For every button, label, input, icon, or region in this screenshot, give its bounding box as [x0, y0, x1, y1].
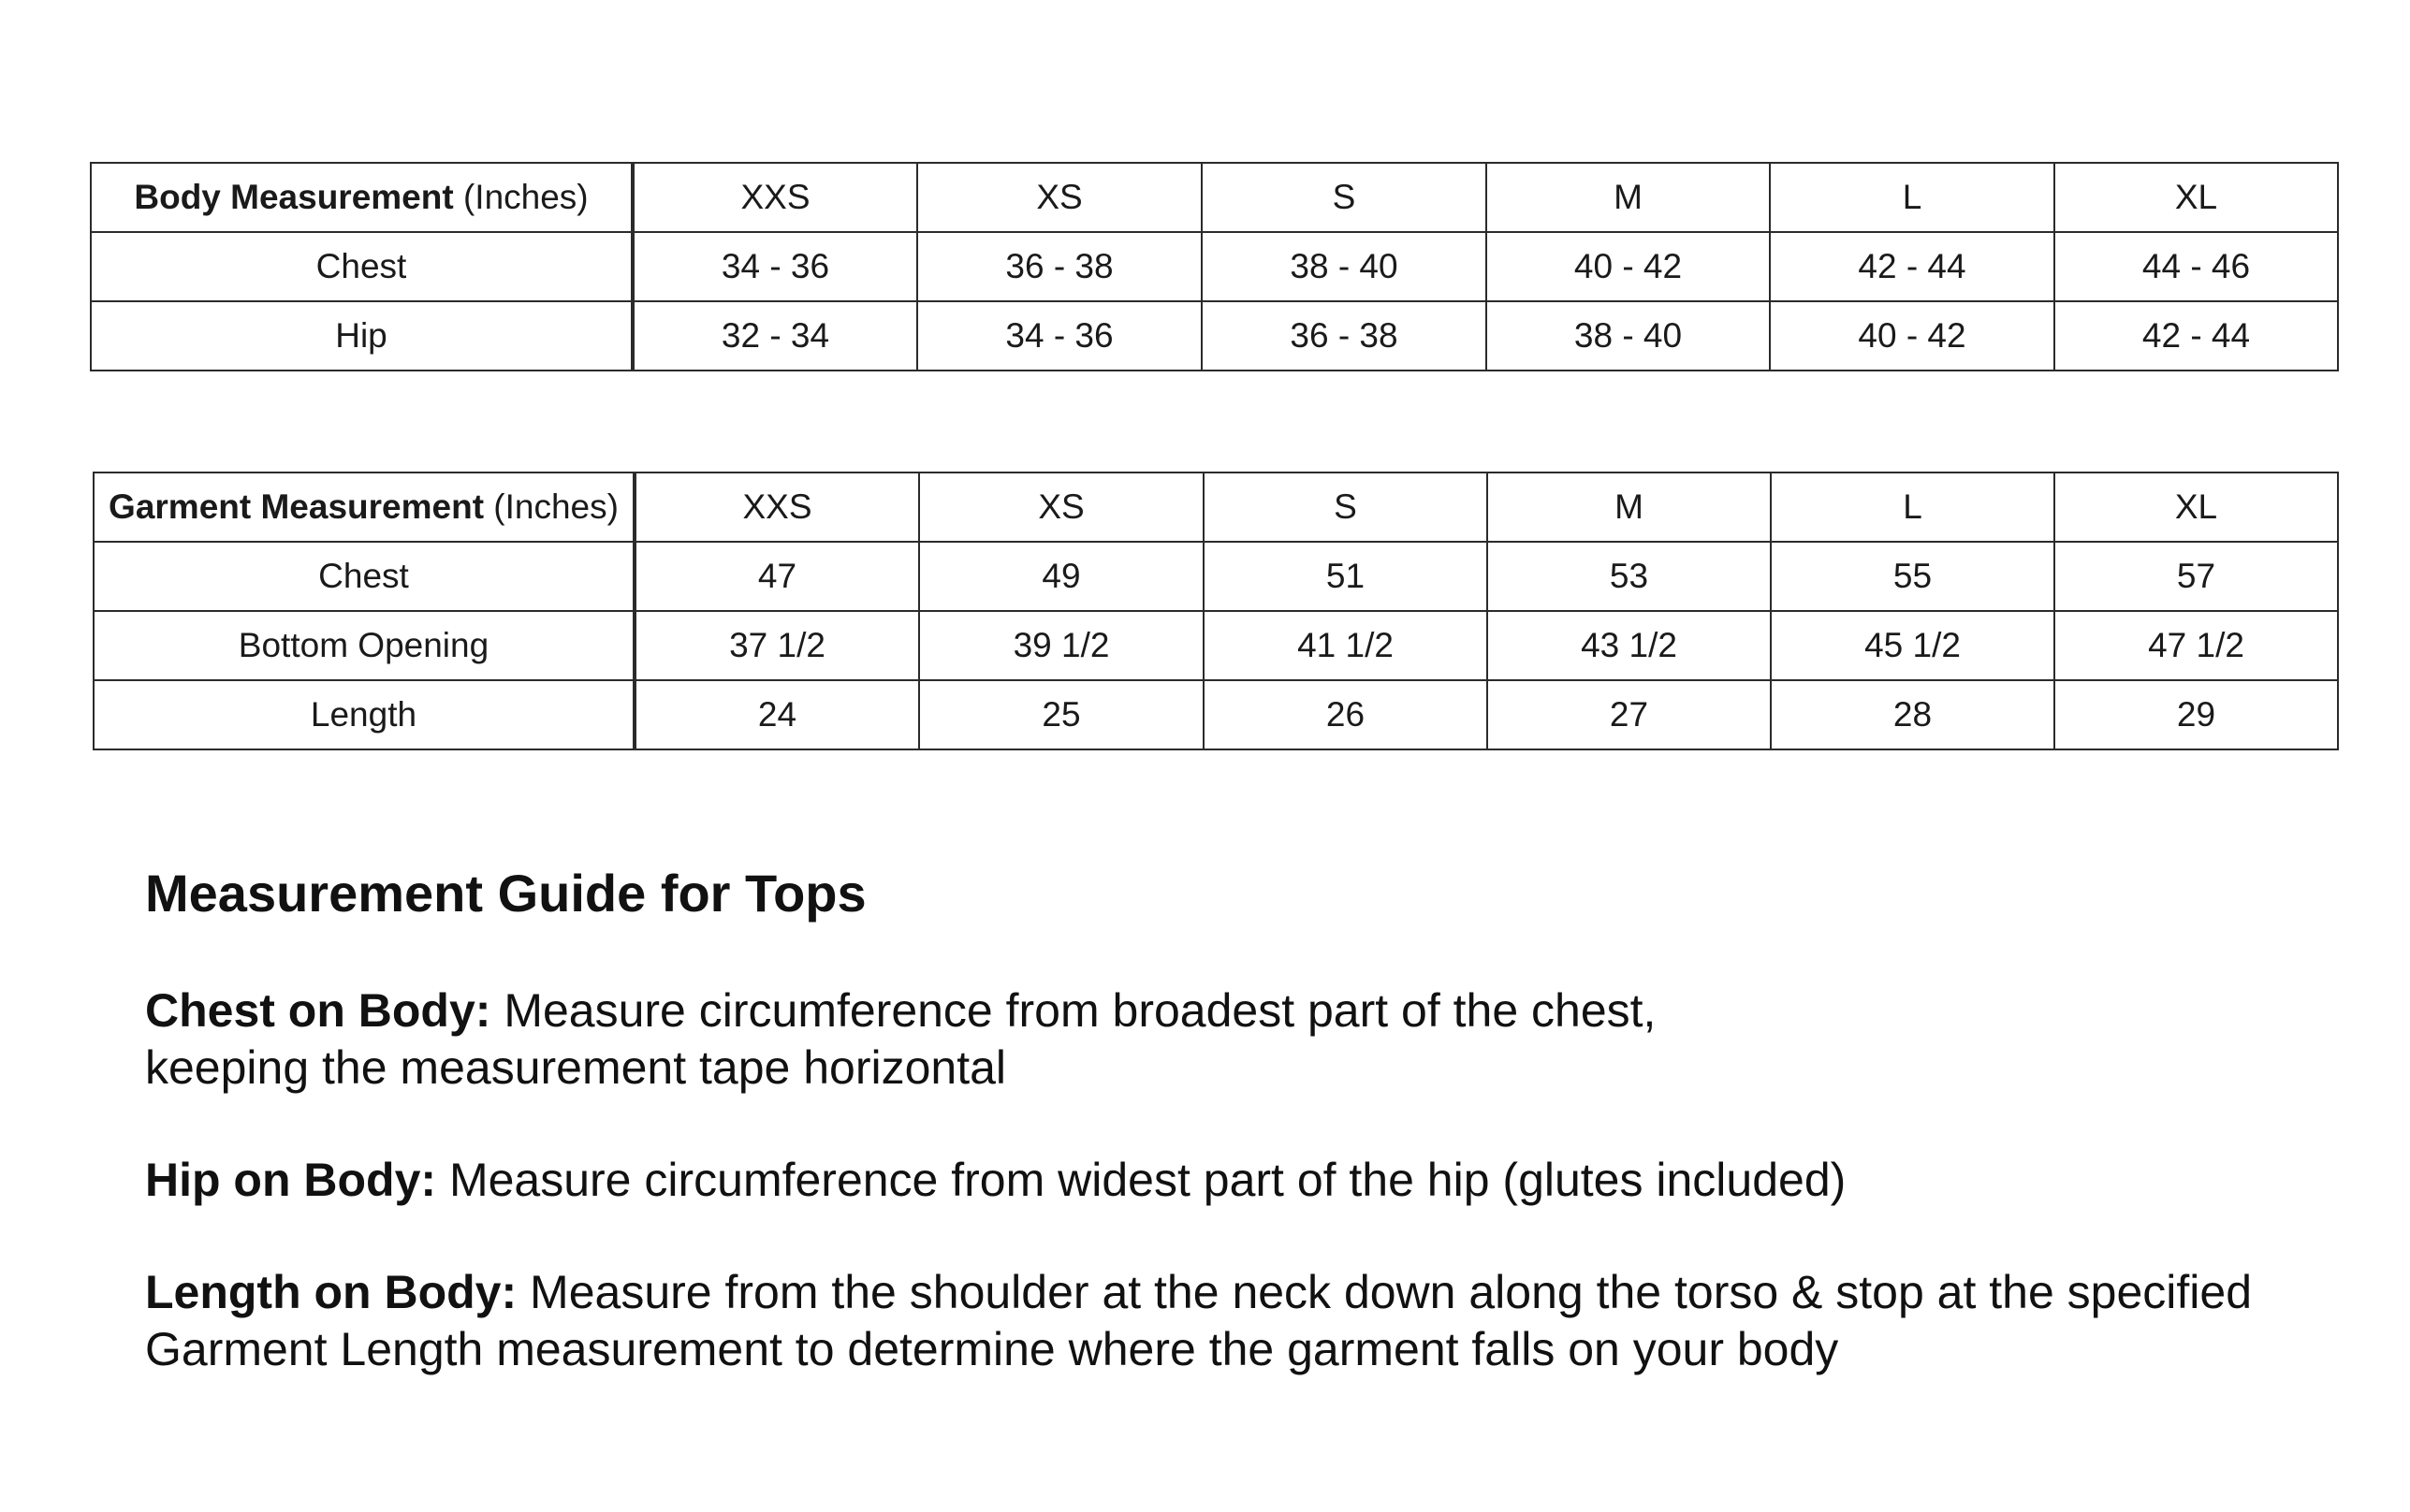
table-cell: 45 1/2 [1771, 611, 2054, 680]
guide-item-chest [145, 982, 2373, 1097]
table-cell: 25 [919, 680, 1204, 749]
table-cell: 28 [1771, 680, 2054, 749]
guide-term: Hip on Body: [145, 1154, 437, 1206]
table-cell: 34 - 36 [917, 301, 1202, 371]
table-cell: 39 1/2 [919, 611, 1204, 680]
guide-text: Measure circumference from widest part of the hip (glutes included) [436, 1154, 1847, 1206]
table-cell: 42 - 44 [1770, 232, 2054, 301]
table-cell: 53 [1487, 542, 1771, 611]
size-header-s: S [1204, 472, 1487, 542]
row-label: Bottom Opening [94, 611, 635, 680]
table-header-label: Garment Measurement (Inches) [94, 472, 635, 542]
table-cell: 42 - 44 [2054, 301, 2338, 371]
table-header-row [91, 163, 2338, 232]
table-cell: 36 - 38 [1202, 301, 1486, 371]
size-header-xl: XL [2054, 163, 2338, 232]
table-cell: 37 1/2 [635, 611, 919, 680]
size-header-l: L [1770, 163, 2054, 232]
table-cell: 34 - 36 [633, 232, 917, 301]
size-header-xs: XS [917, 163, 1202, 232]
table-cell: 38 - 40 [1202, 232, 1486, 301]
table-cell: 57 [2054, 542, 2338, 611]
guide-item-length [145, 1264, 2373, 1378]
size-header-xxs: XXS [633, 163, 917, 232]
table-cell: 27 [1487, 680, 1771, 749]
table-cell: 40 - 42 [1486, 232, 1770, 301]
table-cell: 55 [1771, 542, 2054, 611]
table-cell: 32 - 34 [633, 301, 917, 371]
table-cell: 36 - 38 [917, 232, 1202, 301]
row-label: Length [94, 680, 635, 749]
table-header-label: Body Measurement (Inches) [91, 163, 633, 232]
size-header-s: S [1202, 163, 1486, 232]
row-label: Chest [94, 542, 635, 611]
table-row [94, 611, 2338, 680]
guide-text: Measure circumference from broadest part of the chest, [490, 984, 1657, 1037]
table-cell: 51 [1204, 542, 1487, 611]
table-row [94, 542, 2338, 611]
size-header-m: M [1487, 472, 1771, 542]
size-header-xxs: XXS [635, 472, 919, 542]
guide-text: Measure from the shoulder at the neck down along the torso & stop at the specified [517, 1266, 2253, 1318]
table-cell: 38 - 40 [1486, 301, 1770, 371]
guide-title: Measurement Guide for Tops [145, 864, 867, 923]
guide-term: Length on Body: [145, 1266, 518, 1318]
table-row [91, 301, 2338, 371]
table-cell: 49 [919, 542, 1204, 611]
table-cell: 29 [2054, 680, 2338, 749]
body-measurement-table [90, 162, 2339, 371]
measurement-guide [145, 861, 2373, 1433]
guide-text: keeping the measurement tape horizontal [145, 1041, 1007, 1094]
row-label: Chest [91, 232, 633, 301]
table-cell: 40 - 42 [1770, 301, 2054, 371]
guide-item-hip [145, 1152, 2373, 1209]
table-header-row [94, 472, 2338, 542]
size-header-xl: XL [2054, 472, 2338, 542]
row-label: Hip [91, 301, 633, 371]
table-row [94, 680, 2338, 749]
size-header-l: L [1771, 472, 2054, 542]
guide-term: Chest on Body: [145, 984, 491, 1037]
size-header-xs: XS [919, 472, 1204, 542]
guide-text: Garment Length measurement to determine where the garment falls on your body [145, 1323, 1839, 1375]
table-cell: 24 [635, 680, 919, 749]
table-cell: 47 [635, 542, 919, 611]
table-cell: 26 [1204, 680, 1487, 749]
table-cell: 41 1/2 [1204, 611, 1487, 680]
table-cell: 47 1/2 [2054, 611, 2338, 680]
table-row [91, 232, 2338, 301]
table-cell: 44 - 46 [2054, 232, 2338, 301]
size-header-m: M [1486, 163, 1770, 232]
garment-measurement-table [93, 472, 2339, 750]
table-cell: 43 1/2 [1487, 611, 1771, 680]
